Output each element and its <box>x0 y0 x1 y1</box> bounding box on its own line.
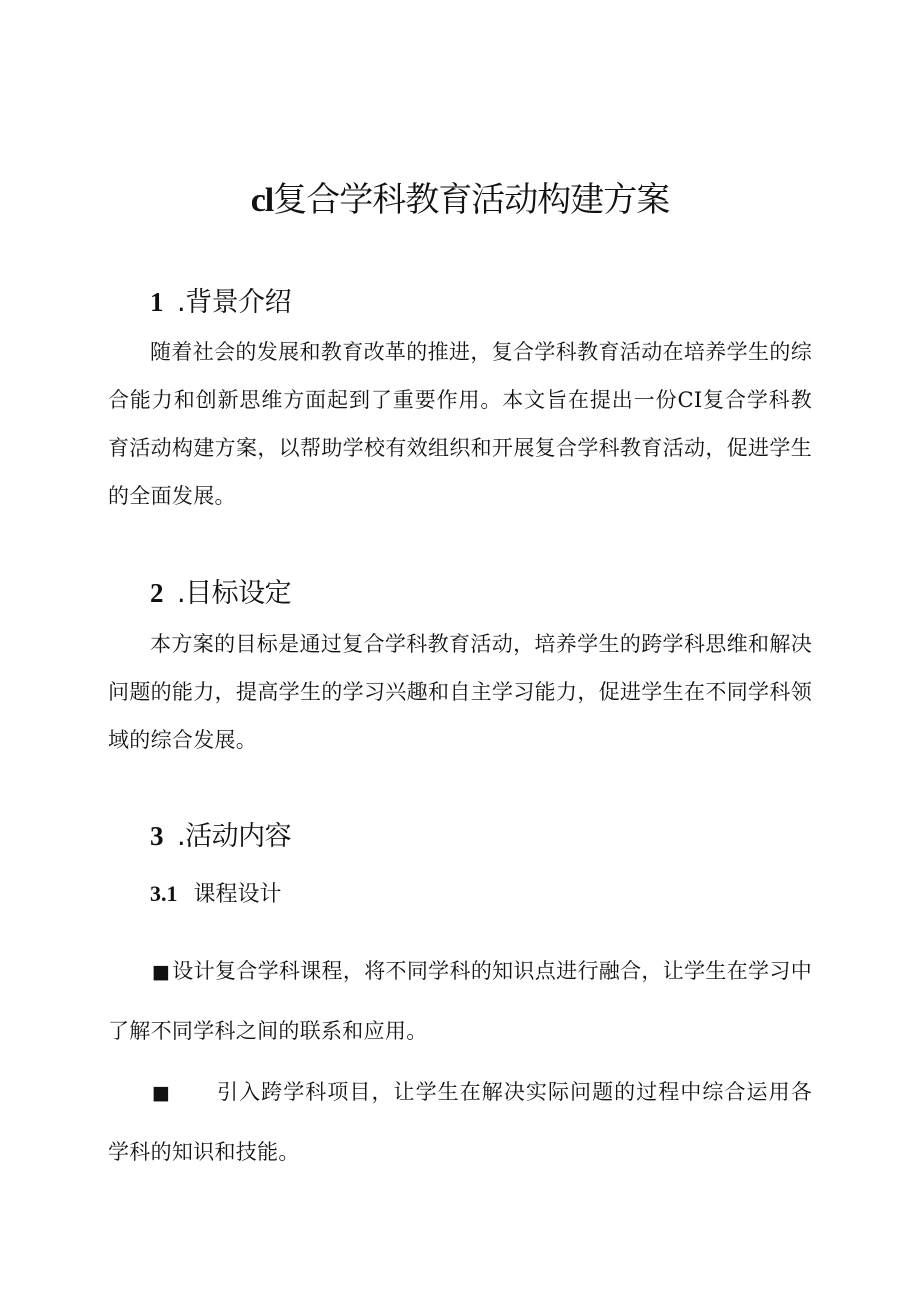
section-number: 2 <box>150 578 163 608</box>
section-heading-background <box>150 282 291 323</box>
document-title <box>0 172 920 229</box>
title-prefix: cl <box>250 182 274 219</box>
section-heading-text: .背景介绍 <box>177 287 292 318</box>
section-number: 1 <box>150 287 163 317</box>
section-number: 3 <box>150 821 163 851</box>
subsection-number: 3.1 <box>150 881 178 906</box>
bullet-item <box>108 1063 812 1182</box>
square-bullet-icon: ■ <box>152 961 171 983</box>
subsection-heading-text: 课程设计 <box>193 882 282 907</box>
title-text: 复合学科教育活动构建方案 <box>273 180 670 220</box>
section-heading-text: .活动内容 <box>177 821 292 852</box>
square-bullet-icon: ■ <box>152 1082 171 1104</box>
bullet-text: 设计复合学科课程，将不同学科的知识点进行融合，让学生在学习中了解不同学科之间的联系和应用。 <box>108 959 812 1043</box>
section-paragraph-background: 随着社会的发展和教育改革的推进，复合学科教育活动在培养学生的综合能力和创新思维方面起到了重要作用。本文旨在提出一份CI复合学科教育活动构建方案，以帮助学校有效组织和开展复合学科教育活动，促进学生的全面发展。 <box>108 340 812 508</box>
section-paragraph-goals: 本方案的目标是通过复合学科教育活动，培养学生的跨学科思维和解决问题的能力，提高学生的学习兴趣和自主学习能力，促进学生在不同学科领域的综合发展。 <box>108 632 812 752</box>
subsection-heading-course-design <box>150 876 282 913</box>
bullet-item <box>108 942 812 1061</box>
section-heading-goals <box>150 573 291 614</box>
bullet-text: 引入跨学科项目，让学生在解决实际问题的过程中综合运用各学科的知识和技能。 <box>108 1080 812 1164</box>
section-heading-activities <box>150 816 291 857</box>
section-heading-text: .目标设定 <box>177 578 292 609</box>
